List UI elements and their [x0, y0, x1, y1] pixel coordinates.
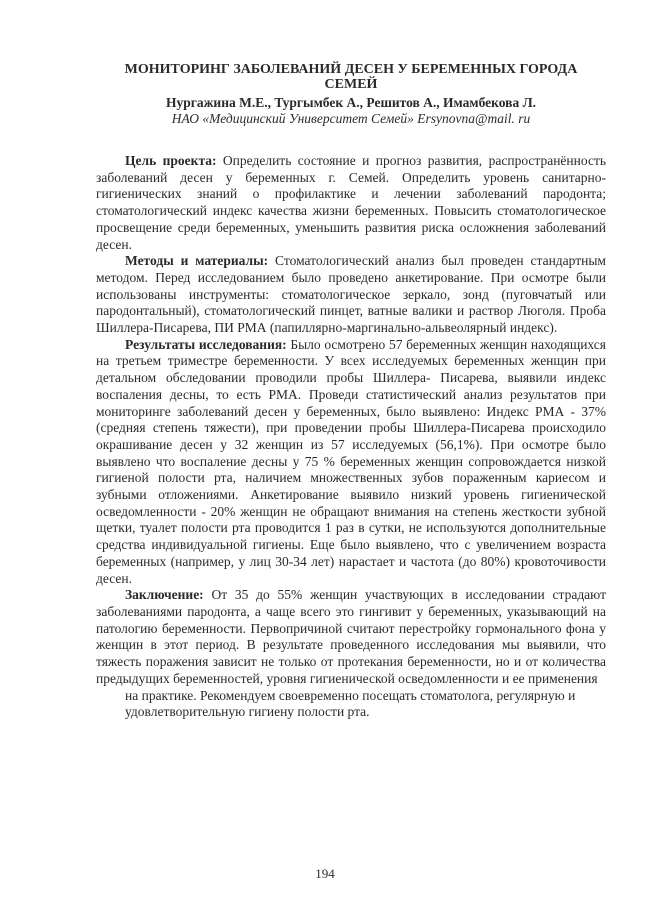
- goal-label: Цель проекта:: [125, 153, 217, 168]
- article-title: МОНИТОРИНГ ЗАБОЛЕВАНИЙ ДЕСЕН У БЕРЕМЕННЫХ ГОРОДА СЕМЕЙ: [124, 62, 578, 92]
- page-number: 194: [315, 866, 335, 881]
- methods-paragraph: [96, 253, 606, 337]
- conclusion-paragraph: [96, 587, 606, 687]
- affiliation-line: НАО «Медицинский Университет Семей» Ersynovna@mail. ru: [171, 111, 531, 126]
- results-text: Было осмотрено 57 беременных женщин находящихся на третьем триместре беременности. У всех исследуемых беременных женщин при детальном обследовании проводили пробы Шиллера- Писарева, выявили индекс воспаления десны, то есть РМА. Проведи статистический анализ результатов при мониторинге заболеваний десен у беременных, было выявлено: Индекс РМА - 37% (средняя степень тяжести), при проведении пробы Шиллера-Писарева происходило окрашивание десен у 32 женщин из 57 исследуемых (56,1%). При осмотре было выявлено что воспаление десны у 75 % беременных женщин сопровождается низкой гигиеной полости рта, наличием множественных зубов пораженным кариесом и зубными отложениями. Анкетирование выявило низкий уровень гигиенической осведомленности - 20% женщин не обращают внимания на степень жесткости зубной щетки, туалет полости рта проводится 1 раз в сутки, не используются дополнительные средства индивидуальной гигиены. Еще было выявлено, что с увеличением возраста беременных (например, у лиц 30-34 лет) нарастает и частота (до 80%) кровоточивости десен.: [96, 336, 606, 586]
- goal-paragraph: [96, 153, 606, 253]
- conclusion-tail: на практике. Рекомендуем своевременно посещать стоматолога, регулярную и удовлетворительную гигиену полости рта.: [125, 687, 576, 720]
- methods-text: Стоматологический анализ был проведен стандартным методом. Перед исследованием было проведено анкетирование. При осмотре были использованы инструменты: стоматологическое зеркало, зонд (пуговчатый или пародонтальный), стоматологический пинцет, ватные валики и раствор Люголя. Проба Шиллера-Писарева, ПИ РМА (папиллярно-маргинально-альвеолярный индекс).: [96, 253, 606, 336]
- conclusion-text: От 35 до 55% женщин участвующих в исследовании страдают заболеваниями пародонта, а чаще всего это гингивит у беременных, указывающий на патологию беременности. Первопричиной считают перестройку гормонального фона у женщин в этот период. В результате проведенного исследования мы выявили, что тяжесть поражения зависит не только от протекания беременности, но и от количества предыдущих беременностей, уровня гигиенической осведомленности и ее применения: [96, 587, 606, 686]
- results-paragraph: [96, 337, 606, 588]
- methods-label: Методы и материалы:: [125, 253, 269, 269]
- conclusion-label: Заключение:: [125, 587, 204, 603]
- results-label: Результаты исследования:: [125, 336, 287, 352]
- goal-text: Определить состояние и прогноз развития, распространённость заболеваний десен у беременных г. Семей. Определить уровень санитарно-гигиенических знаний о профилактике и лечении заболеваний пародонта; стоматологический индекс качества жизни беременных. Повысить стоматологическое просвещение среди беременных, уменьшить развития риска осложнения заболеваний десен.: [96, 153, 607, 252]
- author-list: Нургажина М.Е., Тургымбек А., Решитов А., Имамбекова Л.: [165, 95, 537, 110]
